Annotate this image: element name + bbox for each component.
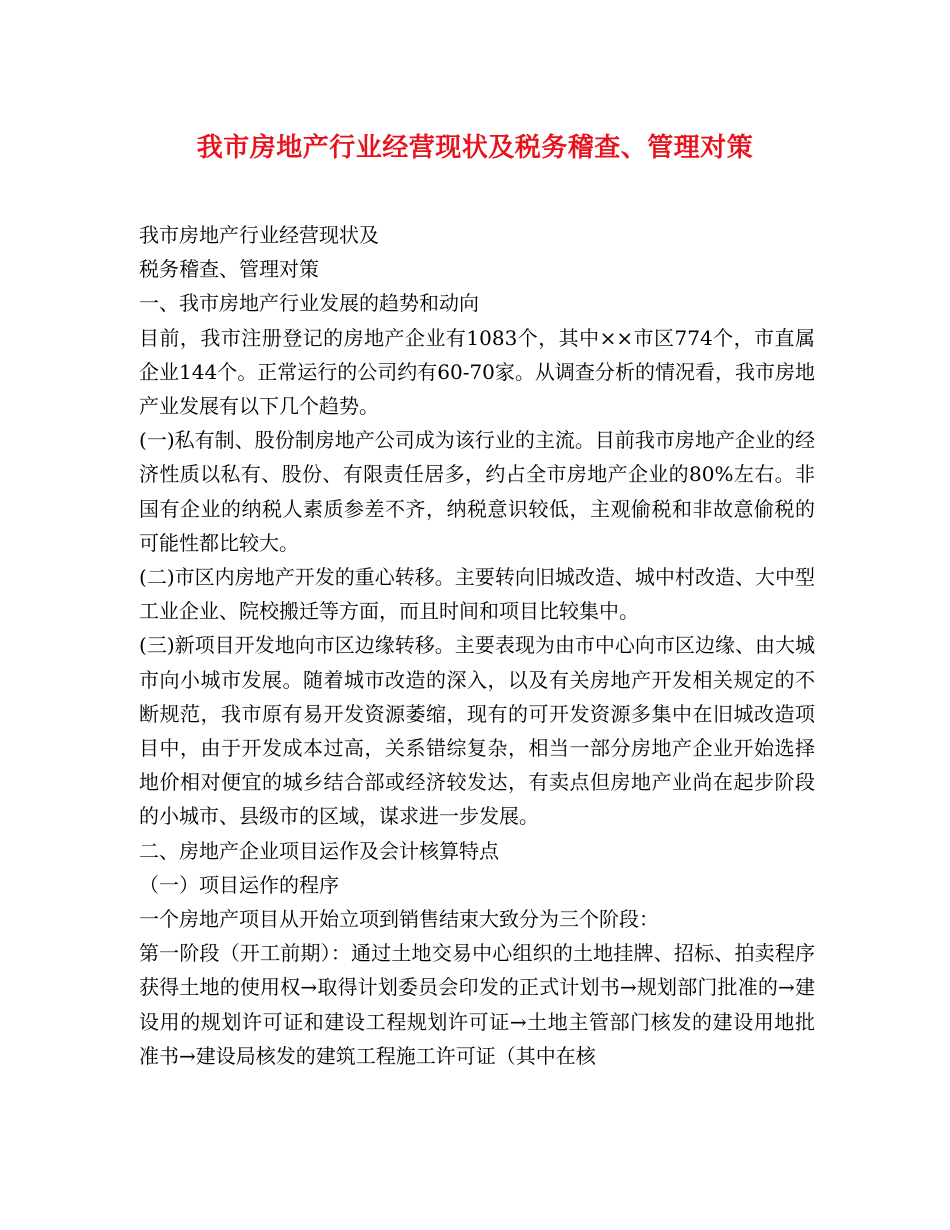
paragraph-intro: 目前，我市注册登记的房地产企业有1083个，其中××市区774个，市直属企业144个。正常运行的公司约有60-70家。从调查分析的情况看，我市房地产业发展有以下几个趋势。 (139, 325, 815, 419)
document-title: 我市房地产行业经营现状及税务稽查、管理对策 (196, 133, 754, 163)
paragraph-stages-intro: 一个房地产项目从开始立项到销售结束大致分为三个阶段： (139, 907, 659, 932)
section-heading-1: 一、我市房地产行业发展的趋势和动向 (139, 291, 479, 316)
section-heading-2: 二、房地产企业项目运作及会计核算特点 (139, 838, 499, 863)
document-body (139, 218, 815, 1073)
paragraph-trend-2: (二)市区内房地产开发的重心转移。主要转向旧城改造、城中村改造、大中型工业企业、院校搬迁等方面，而且时间和项目比较集中。 (139, 565, 815, 624)
subsection-heading-1: （一）项目运作的程序 (139, 872, 339, 897)
paragraph-trend-3: (三)新项目开发地向市区边缘转移。主要表现为由市中心向市区边缘、由大城市向小城市发展。随着城市改造的深入，以及有关房地产开发相关规定的不断规范，我市原有易开发资源萎缩，现有的可开发资源多集中在旧城改造项目中，由于开发成本过高，关系错综复杂，相当一部分房地产企业开始选择地价相对便宜的城乡结合部或经济较发达，有卖点但房地产业尚在起步阶段的小城市、县级市的区域，谋求进一步发展。 (139, 633, 815, 829)
paragraph-stage-1: 第一阶段（开工前期）：通过土地交易中心组织的土地挂牌、招标、拍卖程序获得土地的使用权→取得计划委员会印发的正式计划书→规划部门批准的→建设用的规划许可证和建设工程规划许可证→土地主管部门核发的建设用地批准书→建设局核发的建筑工程施工许可证（其中在核 (139, 941, 815, 1068)
paragraph-trend-1: (一)私有制、股份制房地产公司成为该行业的主流。目前我市房地产企业的经济性质以私有、股份、有限责任居多，约占全市房地产企业的80%左右。非国有企业的纳税人素质参差不齐，纳税意识较低，主观偷税和非故意偷税的可能性都比较大。 (139, 428, 815, 555)
paragraph-subtitle-line-2: 税务稽查、管理对策 (139, 257, 319, 282)
paragraph-subtitle-line-1: 我市房地产行业经营现状及 (139, 223, 379, 247)
